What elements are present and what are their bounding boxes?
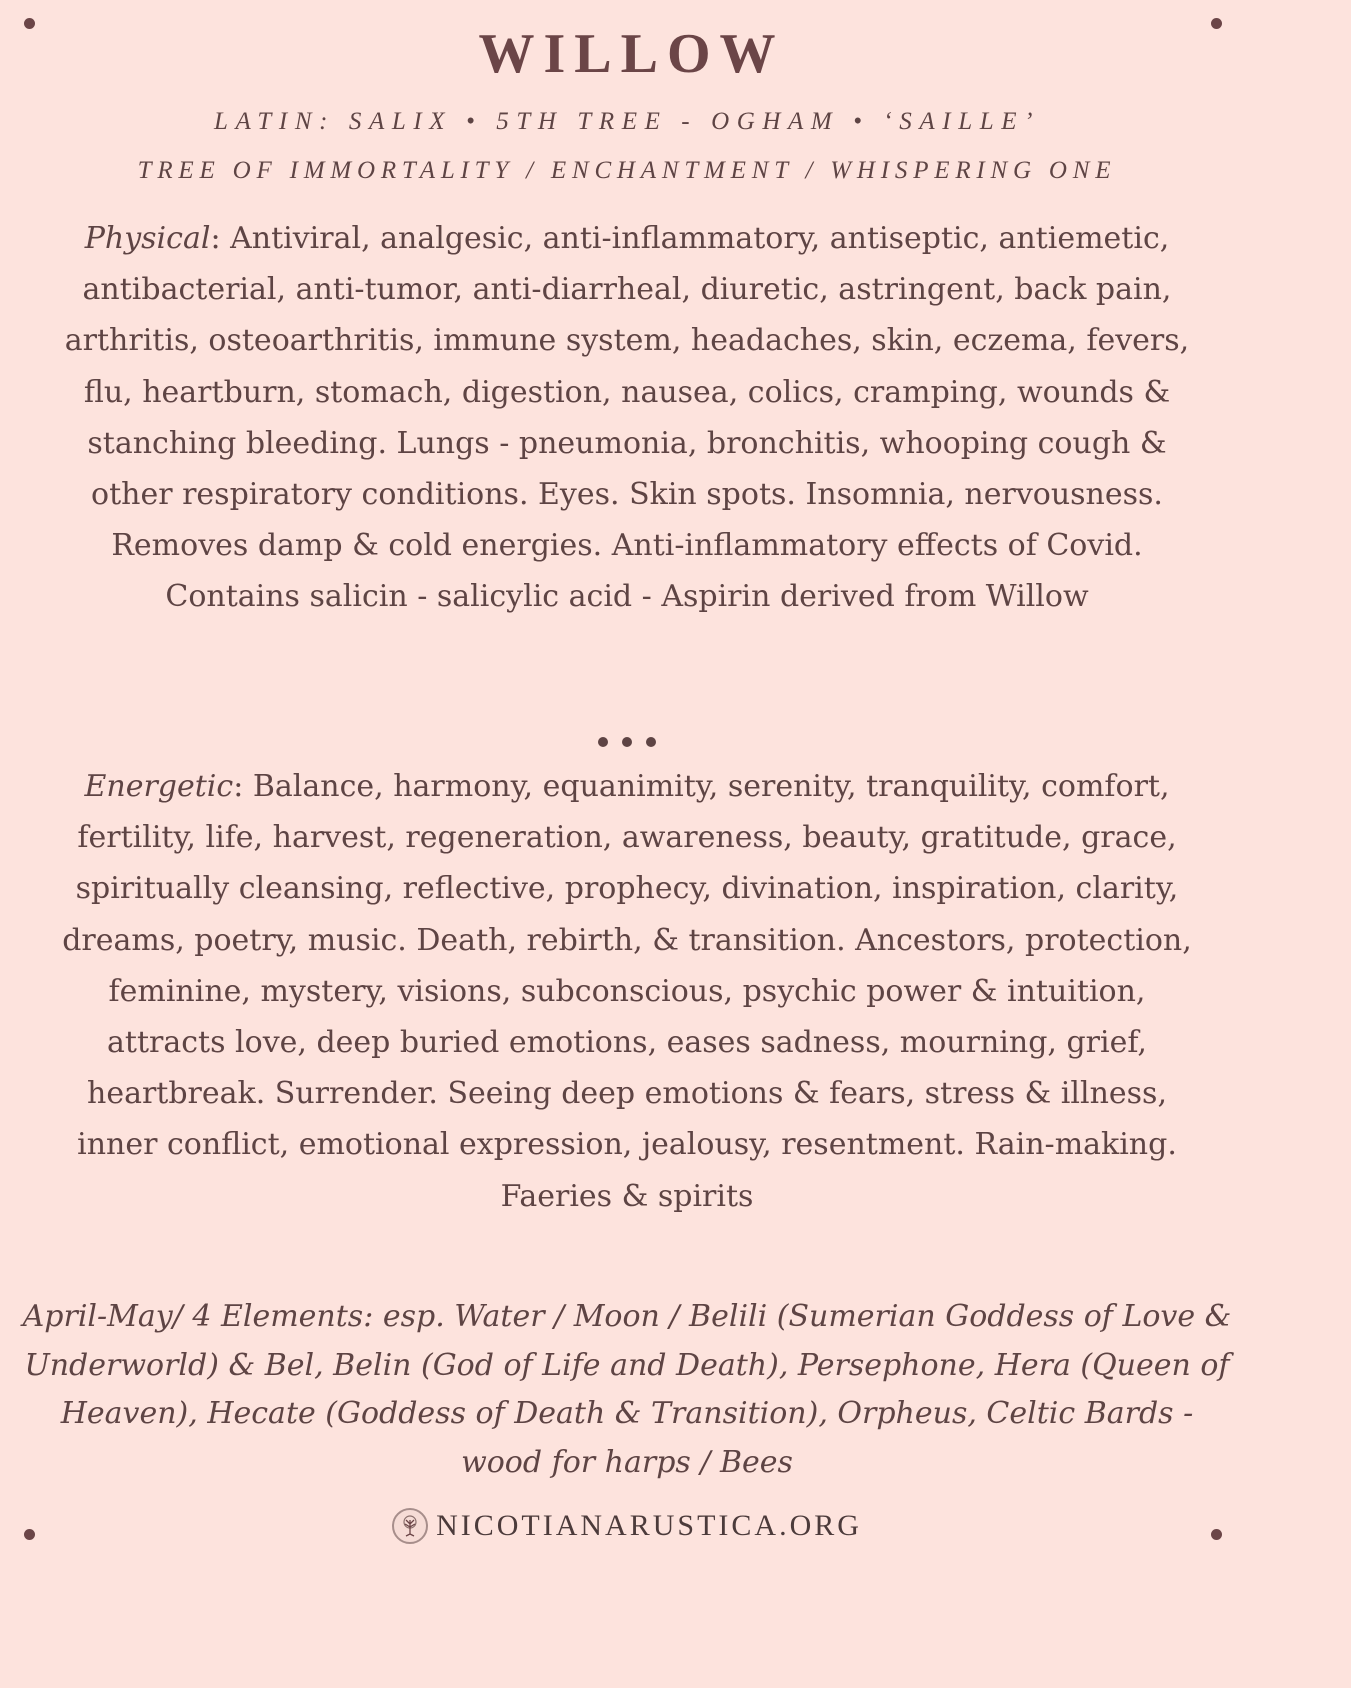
separator-dot [598, 737, 608, 747]
page-title: WILLOW [478, 23, 785, 85]
footer [0, 1508, 1254, 1544]
separator-dot [622, 737, 632, 747]
separator-dot [646, 737, 656, 747]
tree-logo-graphic [398, 1514, 422, 1538]
energetic-properties [50, 761, 1204, 1222]
physical-text: : Antiviral, analgesic, anti-inflammatory, antiseptic, antiemetic, antibacterial, anti-tumor, anti-diarrheal, diuretic, astringent, back pain, arthritis, osteoarthritis, immune system, headaches, skin, eczema, fevers, flu, heartburn, stomach, digestion, nausea, colics, cramping, wounds & stanching bleeding. Lungs - pneumonia, bronchitis, whooping cough & other respiratory conditions. Eyes. Skin spots. Insomnia, nervousness. Removes damp & cold energies. Anti-inflammatory effects of Covid. Contains salicin - salicylic acid - Aspirin derived from Willow [64, 221, 1190, 615]
associations: April-May/ 4 Elements: esp. Water / Moon / Belili (Sumerian Goddess of Love & Underworld) & Bel, Belin (God of Life and Death), Persephone, Hera (Queen of Heaven), Hecate (Goddess of Death & Transition), Orpheus, Celtic Bards - wood for harps / Bees [22, 1299, 1232, 1480]
physical-label: Physical [84, 221, 211, 256]
subtitle-latin: LATIN: SALIX • 5TH TREE - OGHAM • ‘SAILLE’ [213, 108, 1041, 135]
physical-properties [50, 213, 1204, 623]
website-link[interactable]: NICOTIANARUSTICA.ORG [436, 1509, 862, 1542]
section-separator [0, 737, 1254, 747]
energetic-label: Energetic [84, 769, 234, 804]
tree-logo-icon [392, 1508, 428, 1544]
energetic-text: : Balance, harmony, equanimity, serenity, tranquility, comfort, fertility, life, harvest, regeneration, awareness, beauty, gratitude, grace, spiritually cleansing, reflective, prophecy, divination, inspiration, clarity, dreams, poetry, music. Death, rebirth, & transition. Ancestors, protection, feminine, mystery, visions, subconscious, psychic power & intuition, attracts love, deep buried emotions, eases sadness, mourning, grief, heartbreak. Surrender. Seeing deep emotions & fears, stress & illness, inner conflict, emotional expression, jealousy, resentment. Rain-making. Faeries & spirits [62, 769, 1192, 1214]
subtitle-aliases: TREE OF IMMORTALITY / ENCHANTMENT / WHISPERING ONE [137, 157, 1117, 184]
